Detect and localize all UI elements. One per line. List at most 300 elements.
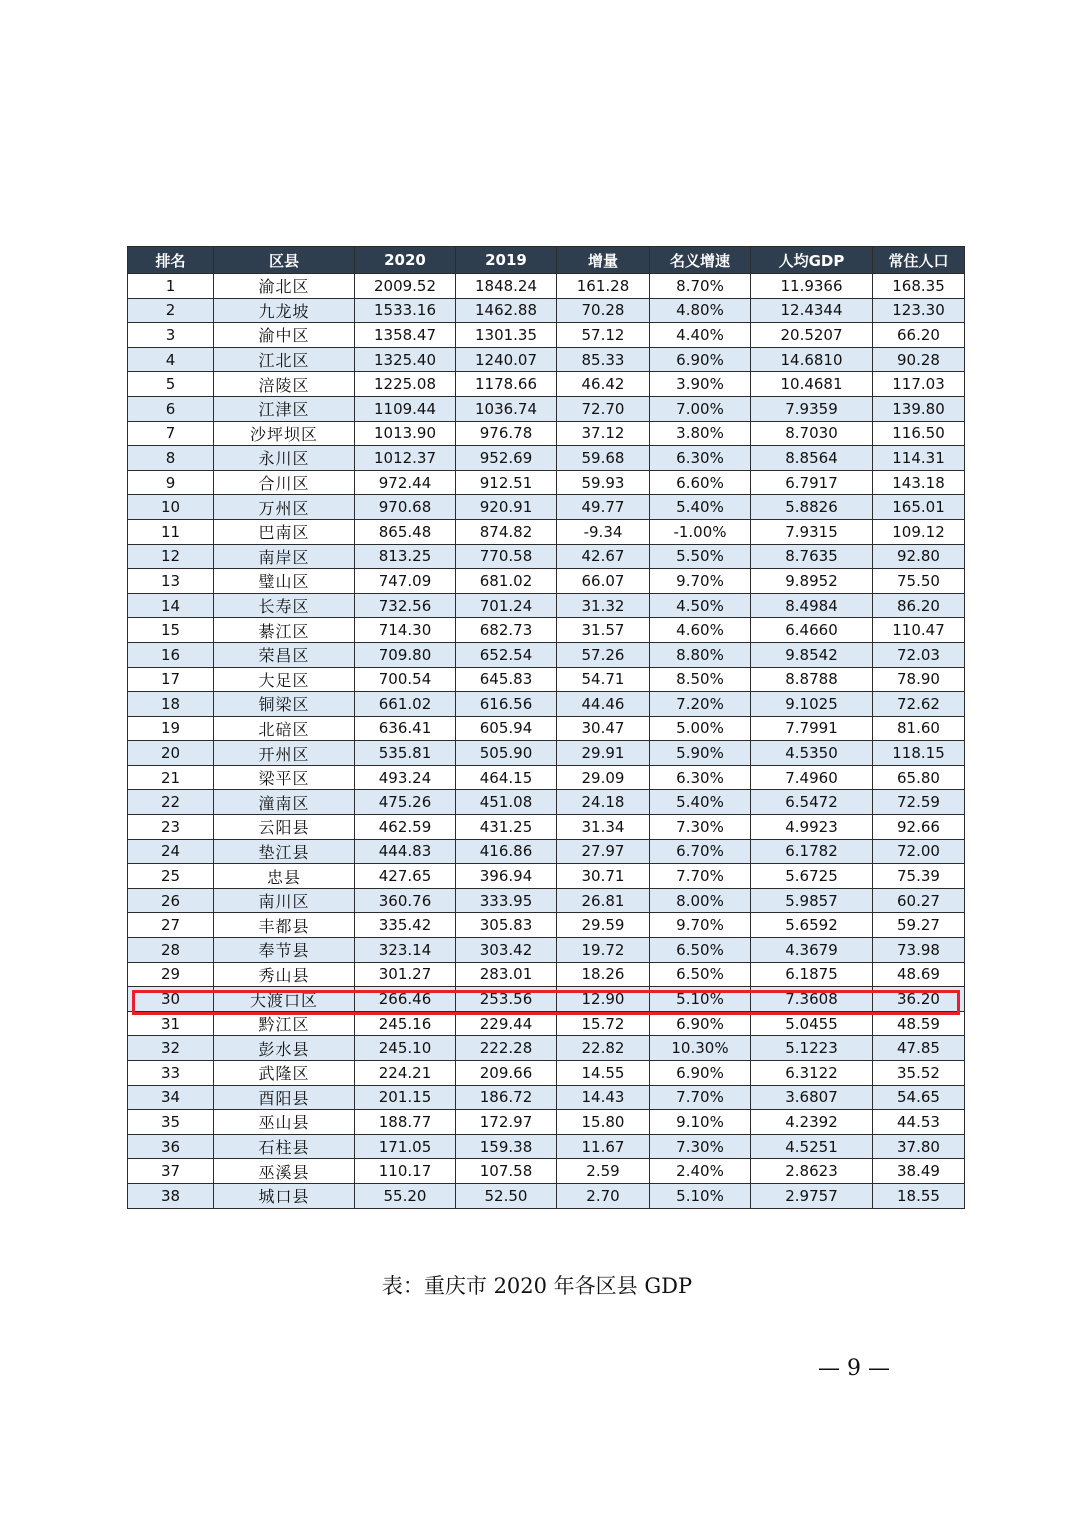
cell-nominal-growth: 7.30% [650, 1134, 751, 1159]
cell-district: 巴南区 [214, 519, 355, 544]
table-row [128, 741, 965, 766]
cell-gdp-per-capita: 5.6592 [751, 913, 873, 938]
cell-nominal-growth: 5.10% [650, 1183, 751, 1208]
gdp-table-container [127, 246, 964, 1209]
cell-gdp-per-capita: 6.7917 [751, 470, 873, 495]
cell-population: 72.03 [873, 642, 965, 667]
cell-population: 38.49 [873, 1159, 965, 1184]
cell-district: 彭水县 [214, 1036, 355, 1061]
cell-gdp-2019: 652.54 [456, 642, 557, 667]
cell-gdp-2019: 1462.88 [456, 298, 557, 323]
cell-gdp-per-capita: 6.5472 [751, 790, 873, 815]
cell-gdp-2019: 396.94 [456, 864, 557, 889]
cell-nominal-growth: 5.50% [650, 544, 751, 569]
cell-gdp-2019: 770.58 [456, 544, 557, 569]
cell-gdp-per-capita: 5.8826 [751, 495, 873, 520]
cell-gdp-2020: 732.56 [355, 593, 456, 618]
cell-gdp-2020: 661.02 [355, 692, 456, 717]
cell-district: 璧山区 [214, 569, 355, 594]
cell-gdp-per-capita: 8.8564 [751, 446, 873, 471]
cell-increment: 85.33 [557, 347, 650, 372]
cell-gdp-2020: 335.42 [355, 913, 456, 938]
cell-rank: 34 [128, 1085, 214, 1110]
table-row [128, 421, 965, 446]
cell-gdp-per-capita: 5.0455 [751, 1011, 873, 1036]
cell-district: 潼南区 [214, 790, 355, 815]
cell-increment: 66.07 [557, 569, 650, 594]
cell-gdp-2020: 865.48 [355, 519, 456, 544]
cell-gdp-2020: 535.81 [355, 741, 456, 766]
table-row [128, 888, 965, 913]
cell-increment: 31.34 [557, 815, 650, 840]
cell-gdp-2019: 431.25 [456, 815, 557, 840]
cell-gdp-2020: 171.05 [355, 1134, 456, 1159]
cell-district: 巫溪县 [214, 1159, 355, 1184]
header-nominal-growth: 名义增速 [650, 247, 751, 274]
cell-nominal-growth: 6.70% [650, 839, 751, 864]
cell-gdp-2020: 475.26 [355, 790, 456, 815]
cell-gdp-2019: 682.73 [456, 618, 557, 643]
cell-gdp-per-capita: 2.9757 [751, 1183, 873, 1208]
cell-population: 47.85 [873, 1036, 965, 1061]
cell-nominal-growth: 3.90% [650, 372, 751, 397]
cell-gdp-2019: 1848.24 [456, 274, 557, 299]
cell-nominal-growth: 2.40% [650, 1159, 751, 1184]
cell-district: 合川区 [214, 470, 355, 495]
cell-rank: 29 [128, 962, 214, 987]
cell-gdp-2019: 681.02 [456, 569, 557, 594]
cell-gdp-2020: 55.20 [355, 1183, 456, 1208]
cell-population: 92.80 [873, 544, 965, 569]
cell-nominal-growth: 5.40% [650, 495, 751, 520]
cell-district: 石柱县 [214, 1134, 355, 1159]
cell-nominal-growth: 8.70% [650, 274, 751, 299]
cell-increment: 15.72 [557, 1011, 650, 1036]
cell-gdp-2019: 920.91 [456, 495, 557, 520]
cell-gdp-per-capita: 10.4681 [751, 372, 873, 397]
cell-nominal-growth: 10.30% [650, 1036, 751, 1061]
cell-gdp-2020: 245.10 [355, 1036, 456, 1061]
cell-rank: 10 [128, 495, 214, 520]
cell-gdp-per-capita: 8.7635 [751, 544, 873, 569]
table-row [128, 987, 965, 1012]
cell-population: 110.47 [873, 618, 965, 643]
cell-increment: 70.28 [557, 298, 650, 323]
cell-increment: 72.70 [557, 396, 650, 421]
cell-rank: 32 [128, 1036, 214, 1061]
cell-district: 南岸区 [214, 544, 355, 569]
cell-district: 长寿区 [214, 593, 355, 618]
cell-nominal-growth: 5.10% [650, 987, 751, 1012]
cell-increment: 59.93 [557, 470, 650, 495]
cell-gdp-per-capita: 8.7030 [751, 421, 873, 446]
cell-gdp-2020: 444.83 [355, 839, 456, 864]
cell-population: 90.28 [873, 347, 965, 372]
cell-gdp-2020: 427.65 [355, 864, 456, 889]
table-header-row [128, 247, 965, 274]
cell-nominal-growth: 7.00% [650, 396, 751, 421]
cell-rank: 36 [128, 1134, 214, 1159]
cell-population: 72.00 [873, 839, 965, 864]
table-caption: 表：重庆市 2020 年各区县 GDP [381, 1274, 693, 1298]
cell-population: 75.39 [873, 864, 965, 889]
cell-gdp-per-capita: 12.4344 [751, 298, 873, 323]
cell-nominal-growth: 6.90% [650, 1011, 751, 1036]
cell-gdp-per-capita: 14.6810 [751, 347, 873, 372]
cell-rank: 26 [128, 888, 214, 913]
cell-rank: 25 [128, 864, 214, 889]
cell-district: 垫江县 [214, 839, 355, 864]
cell-gdp-2020: 301.27 [355, 962, 456, 987]
cell-increment: 59.68 [557, 446, 650, 471]
cell-gdp-per-capita: 6.1782 [751, 839, 873, 864]
cell-population: 59.27 [873, 913, 965, 938]
cell-rank: 35 [128, 1110, 214, 1135]
cell-gdp-2019: 912.51 [456, 470, 557, 495]
cell-gdp-per-capita: 7.9359 [751, 396, 873, 421]
cell-population: 78.90 [873, 667, 965, 692]
table-row [128, 446, 965, 471]
cell-district: 武隆区 [214, 1061, 355, 1086]
table-row [128, 642, 965, 667]
cell-gdp-2020: 747.09 [355, 569, 456, 594]
cell-increment: 14.43 [557, 1085, 650, 1110]
cell-population: 143.18 [873, 470, 965, 495]
cell-gdp-2019: 253.56 [456, 987, 557, 1012]
cell-gdp-per-capita: 8.8788 [751, 667, 873, 692]
cell-increment: 22.82 [557, 1036, 650, 1061]
cell-increment: 15.80 [557, 1110, 650, 1135]
table-row [128, 544, 965, 569]
cell-increment: 2.70 [557, 1183, 650, 1208]
cell-gdp-2019: 209.66 [456, 1061, 557, 1086]
cell-gdp-2019: 1240.07 [456, 347, 557, 372]
cell-increment: 30.47 [557, 716, 650, 741]
cell-increment: 26.81 [557, 888, 650, 913]
cell-gdp-per-capita: 5.1223 [751, 1036, 873, 1061]
cell-population: 48.59 [873, 1011, 965, 1036]
cell-gdp-2019: 451.08 [456, 790, 557, 815]
table-row [128, 839, 965, 864]
cell-gdp-per-capita: 7.7991 [751, 716, 873, 741]
table-row [128, 815, 965, 840]
cell-rank: 15 [128, 618, 214, 643]
header-rank: 排名 [128, 247, 214, 274]
cell-gdp-per-capita: 11.9366 [751, 274, 873, 299]
cell-rank: 19 [128, 716, 214, 741]
cell-rank: 18 [128, 692, 214, 717]
cell-district: 丰都县 [214, 913, 355, 938]
cell-nominal-growth: 6.50% [650, 938, 751, 963]
table-row [128, 1061, 965, 1086]
cell-district: 九龙坡 [214, 298, 355, 323]
cell-gdp-per-capita: 9.8952 [751, 569, 873, 594]
cell-gdp-2020: 188.77 [355, 1110, 456, 1135]
cell-gdp-2019: 52.50 [456, 1183, 557, 1208]
cell-gdp-2019: 229.44 [456, 1011, 557, 1036]
cell-district: 永川区 [214, 446, 355, 471]
table-row [128, 569, 965, 594]
cell-gdp-per-capita: 20.5207 [751, 323, 873, 348]
cell-gdp-2020: 224.21 [355, 1061, 456, 1086]
cell-gdp-2019: 333.95 [456, 888, 557, 913]
cell-nominal-growth: 5.90% [650, 741, 751, 766]
cell-district: 渝中区 [214, 323, 355, 348]
cell-population: 73.98 [873, 938, 965, 963]
table-row [128, 1085, 965, 1110]
table-row [128, 1159, 965, 1184]
header-increment: 增量 [557, 247, 650, 274]
cell-increment: 31.57 [557, 618, 650, 643]
cell-gdp-2020: 1358.47 [355, 323, 456, 348]
cell-increment: 29.59 [557, 913, 650, 938]
cell-gdp-2020: 323.14 [355, 938, 456, 963]
table-row [128, 667, 965, 692]
table-row [128, 372, 965, 397]
table-row [128, 274, 965, 299]
cell-increment: 14.55 [557, 1061, 650, 1086]
cell-gdp-per-capita: 4.5251 [751, 1134, 873, 1159]
cell-increment: 27.97 [557, 839, 650, 864]
table-row [128, 593, 965, 618]
cell-gdp-per-capita: 6.1875 [751, 962, 873, 987]
cell-district: 开州区 [214, 741, 355, 766]
cell-nominal-growth: 8.00% [650, 888, 751, 913]
cell-increment: 12.90 [557, 987, 650, 1012]
cell-nominal-growth: 8.50% [650, 667, 751, 692]
cell-increment: 30.71 [557, 864, 650, 889]
cell-population: 72.62 [873, 692, 965, 717]
cell-nominal-growth: 7.20% [650, 692, 751, 717]
cell-gdp-2019: 1178.66 [456, 372, 557, 397]
table-row [128, 790, 965, 815]
cell-rank: 9 [128, 470, 214, 495]
cell-gdp-2019: 1036.74 [456, 396, 557, 421]
cell-population: 37.80 [873, 1134, 965, 1159]
cell-increment: 57.26 [557, 642, 650, 667]
table-row [128, 1183, 965, 1208]
cell-rank: 4 [128, 347, 214, 372]
cell-increment: 31.32 [557, 593, 650, 618]
cell-rank: 28 [128, 938, 214, 963]
cell-district: 江津区 [214, 396, 355, 421]
cell-gdp-2020: 970.68 [355, 495, 456, 520]
cell-population: 72.59 [873, 790, 965, 815]
cell-gdp-per-capita: 4.9923 [751, 815, 873, 840]
cell-rank: 5 [128, 372, 214, 397]
cell-nominal-growth: 4.80% [650, 298, 751, 323]
cell-district: 綦江区 [214, 618, 355, 643]
cell-rank: 23 [128, 815, 214, 840]
table-row [128, 962, 965, 987]
table-row [128, 347, 965, 372]
cell-increment: 29.09 [557, 765, 650, 790]
cell-increment: 161.28 [557, 274, 650, 299]
table-row [128, 470, 965, 495]
cell-district: 黔江区 [214, 1011, 355, 1036]
table-row [128, 323, 965, 348]
cell-gdp-2020: 462.59 [355, 815, 456, 840]
cell-district: 大足区 [214, 667, 355, 692]
cell-gdp-2020: 201.15 [355, 1085, 456, 1110]
cell-gdp-2019: 605.94 [456, 716, 557, 741]
cell-increment: 44.46 [557, 692, 650, 717]
cell-gdp-per-capita: 7.9315 [751, 519, 873, 544]
cell-nominal-growth: 8.80% [650, 642, 751, 667]
cell-gdp-2019: 464.15 [456, 765, 557, 790]
cell-nominal-growth: 5.00% [650, 716, 751, 741]
table-row [128, 913, 965, 938]
header-gdp-2020: 2020 [355, 247, 456, 274]
cell-district: 云阳县 [214, 815, 355, 840]
cell-population: 60.27 [873, 888, 965, 913]
cell-district: 梁平区 [214, 765, 355, 790]
cell-population: 54.65 [873, 1085, 965, 1110]
cell-rank: 3 [128, 323, 214, 348]
cell-nominal-growth: 6.60% [650, 470, 751, 495]
cell-gdp-per-capita: 6.4660 [751, 618, 873, 643]
cell-gdp-per-capita: 7.3608 [751, 987, 873, 1012]
cell-population: 86.20 [873, 593, 965, 618]
table-row [128, 765, 965, 790]
cell-district: 沙坪坝区 [214, 421, 355, 446]
cell-rank: 37 [128, 1159, 214, 1184]
cell-population: 48.69 [873, 962, 965, 987]
cell-increment: 29.91 [557, 741, 650, 766]
cell-district: 铜梁区 [214, 692, 355, 717]
cell-gdp-2020: 714.30 [355, 618, 456, 643]
cell-population: 118.15 [873, 741, 965, 766]
cell-rank: 33 [128, 1061, 214, 1086]
cell-rank: 16 [128, 642, 214, 667]
cell-gdp-2019: 505.90 [456, 741, 557, 766]
cell-increment: 54.71 [557, 667, 650, 692]
cell-gdp-per-capita: 4.5350 [751, 741, 873, 766]
table-row [128, 864, 965, 889]
table-row [128, 1134, 965, 1159]
cell-gdp-per-capita: 2.8623 [751, 1159, 873, 1184]
table-row [128, 298, 965, 323]
cell-rank: 38 [128, 1183, 214, 1208]
cell-population: 66.20 [873, 323, 965, 348]
cell-gdp-2020: 1225.08 [355, 372, 456, 397]
cell-gdp-2020: 493.24 [355, 765, 456, 790]
gdp-table [127, 246, 965, 1209]
cell-nominal-growth: 6.30% [650, 446, 751, 471]
cell-gdp-2020: 2009.52 [355, 274, 456, 299]
cell-population: 36.20 [873, 987, 965, 1012]
cell-nominal-growth: 6.30% [650, 765, 751, 790]
cell-gdp-2019: 701.24 [456, 593, 557, 618]
cell-population: 114.31 [873, 446, 965, 471]
cell-population: 109.12 [873, 519, 965, 544]
cell-gdp-2019: 222.28 [456, 1036, 557, 1061]
cell-increment: -9.34 [557, 519, 650, 544]
table-row [128, 396, 965, 421]
cell-gdp-2020: 972.44 [355, 470, 456, 495]
cell-district: 万州区 [214, 495, 355, 520]
cell-increment: 49.77 [557, 495, 650, 520]
cell-nominal-growth: 6.90% [650, 347, 751, 372]
cell-nominal-growth: 7.70% [650, 864, 751, 889]
cell-population: 139.80 [873, 396, 965, 421]
cell-gdp-2019: 616.56 [456, 692, 557, 717]
cell-gdp-2019: 303.42 [456, 938, 557, 963]
cell-gdp-2020: 360.76 [355, 888, 456, 913]
cell-rank: 31 [128, 1011, 214, 1036]
cell-district: 涪陵区 [214, 372, 355, 397]
cell-district: 城口县 [214, 1183, 355, 1208]
table-row [128, 618, 965, 643]
cell-nominal-growth: 3.80% [650, 421, 751, 446]
cell-gdp-per-capita: 3.6807 [751, 1085, 873, 1110]
cell-nominal-growth: 9.70% [650, 913, 751, 938]
cell-gdp-2019: 952.69 [456, 446, 557, 471]
cell-gdp-2019: 416.86 [456, 839, 557, 864]
cell-nominal-growth: 9.10% [650, 1110, 751, 1135]
cell-gdp-2020: 1013.90 [355, 421, 456, 446]
cell-nominal-growth: 4.40% [650, 323, 751, 348]
cell-rank: 21 [128, 765, 214, 790]
cell-gdp-2019: 976.78 [456, 421, 557, 446]
cell-nominal-growth: 6.50% [650, 962, 751, 987]
cell-rank: 12 [128, 544, 214, 569]
cell-gdp-2019: 172.97 [456, 1110, 557, 1135]
cell-gdp-2020: 110.17 [355, 1159, 456, 1184]
cell-rank: 24 [128, 839, 214, 864]
table-row [128, 495, 965, 520]
cell-gdp-2020: 266.46 [355, 987, 456, 1012]
cell-population: 44.53 [873, 1110, 965, 1135]
cell-increment: 2.59 [557, 1159, 650, 1184]
cell-rank: 27 [128, 913, 214, 938]
table-row [128, 1036, 965, 1061]
cell-population: 116.50 [873, 421, 965, 446]
cell-rank: 14 [128, 593, 214, 618]
header-gdp-2019: 2019 [456, 247, 557, 274]
cell-gdp-2020: 1109.44 [355, 396, 456, 421]
header-gdp-per-capita: 人均GDP [751, 247, 873, 274]
cell-gdp-2020: 1012.37 [355, 446, 456, 471]
cell-district: 北碚区 [214, 716, 355, 741]
cell-gdp-2020: 813.25 [355, 544, 456, 569]
cell-gdp-2019: 1301.35 [456, 323, 557, 348]
cell-rank: 2 [128, 298, 214, 323]
cell-nominal-growth: 7.30% [650, 815, 751, 840]
cell-gdp-2019: 186.72 [456, 1085, 557, 1110]
cell-gdp-per-capita: 4.2392 [751, 1110, 873, 1135]
cell-increment: 57.12 [557, 323, 650, 348]
header-district: 区县 [214, 247, 355, 274]
cell-district: 忠县 [214, 864, 355, 889]
cell-district: 荣昌区 [214, 642, 355, 667]
cell-increment: 11.67 [557, 1134, 650, 1159]
cell-population: 168.35 [873, 274, 965, 299]
cell-district: 南川区 [214, 888, 355, 913]
cell-population: 117.03 [873, 372, 965, 397]
cell-gdp-2019: 107.58 [456, 1159, 557, 1184]
cell-population: 35.52 [873, 1061, 965, 1086]
cell-gdp-2020: 709.80 [355, 642, 456, 667]
cell-gdp-per-capita: 7.4960 [751, 765, 873, 790]
cell-nominal-growth: 7.70% [650, 1085, 751, 1110]
cell-population: 165.01 [873, 495, 965, 520]
cell-gdp-2020: 700.54 [355, 667, 456, 692]
table-row [128, 692, 965, 717]
cell-gdp-2019: 159.38 [456, 1134, 557, 1159]
cell-gdp-per-capita: 5.9857 [751, 888, 873, 913]
table-row [128, 519, 965, 544]
